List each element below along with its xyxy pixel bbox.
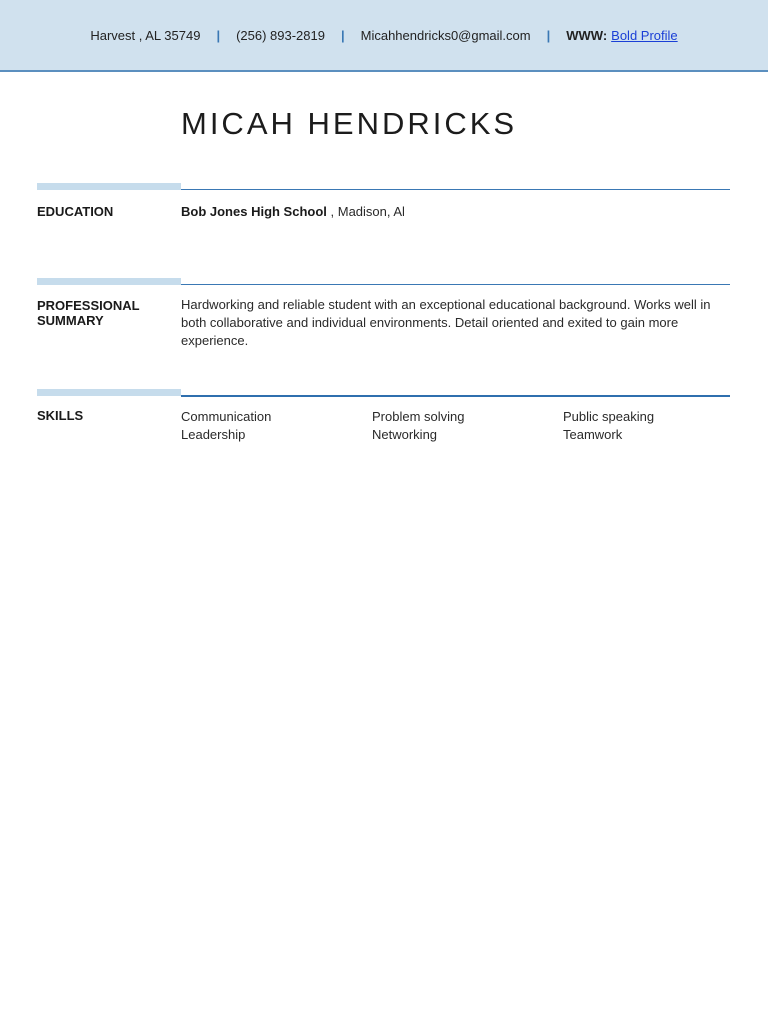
- skills-section: [37, 389, 730, 459]
- contact-separator: |: [546, 27, 551, 43]
- skill-item: Public speaking: [563, 409, 655, 424]
- skill-item: Communication: [181, 409, 272, 424]
- education-heading: EDUCATION: [37, 204, 114, 219]
- school-name: Bob Jones High School: [181, 204, 327, 219]
- contact-phone: (256) 893-2819: [236, 27, 325, 43]
- section-divider: [181, 189, 730, 190]
- section-divider: [181, 395, 730, 397]
- contact-separator: |: [216, 27, 221, 43]
- www-label: WWW:: [566, 27, 608, 43]
- profile-link[interactable]: Bold Profile: [611, 27, 678, 43]
- contact-bar: [0, 0, 768, 72]
- skill-item: Problem solving: [372, 409, 465, 424]
- skill-item: Leadership: [181, 427, 246, 442]
- skill-item: Teamwork: [563, 427, 623, 442]
- skill-item: Networking: [372, 427, 438, 442]
- section-accent-bar: [37, 183, 181, 190]
- summary-section: [37, 278, 730, 368]
- contact-location: Harvest , AL 35749: [90, 27, 201, 43]
- contact-email: Micahhendricks0@gmail.com: [360, 27, 531, 43]
- resume-name: MICAH HENDRICKS: [181, 106, 518, 141]
- summary-heading: [37, 298, 177, 328]
- section-divider: [181, 284, 730, 285]
- education-entry: [181, 203, 730, 221]
- school-location: , Madison, Al: [326, 204, 405, 219]
- summary-heading-line1: PROFESSIONAL: [37, 298, 140, 313]
- section-accent-bar: [37, 389, 181, 396]
- contact-separator: |: [340, 27, 345, 43]
- skills-heading: SKILLS: [37, 408, 84, 423]
- summary-text: Hardworking and reliable student with an exceptional educational background. Works well in both collaborative and individual environments. Detail oriented and exited to gain more experience.: [181, 297, 711, 348]
- summary-heading-line2: SUMMARY: [37, 313, 104, 328]
- education-section: [37, 183, 730, 263]
- section-accent-bar: [37, 278, 181, 285]
- skills-list: [181, 408, 730, 444]
